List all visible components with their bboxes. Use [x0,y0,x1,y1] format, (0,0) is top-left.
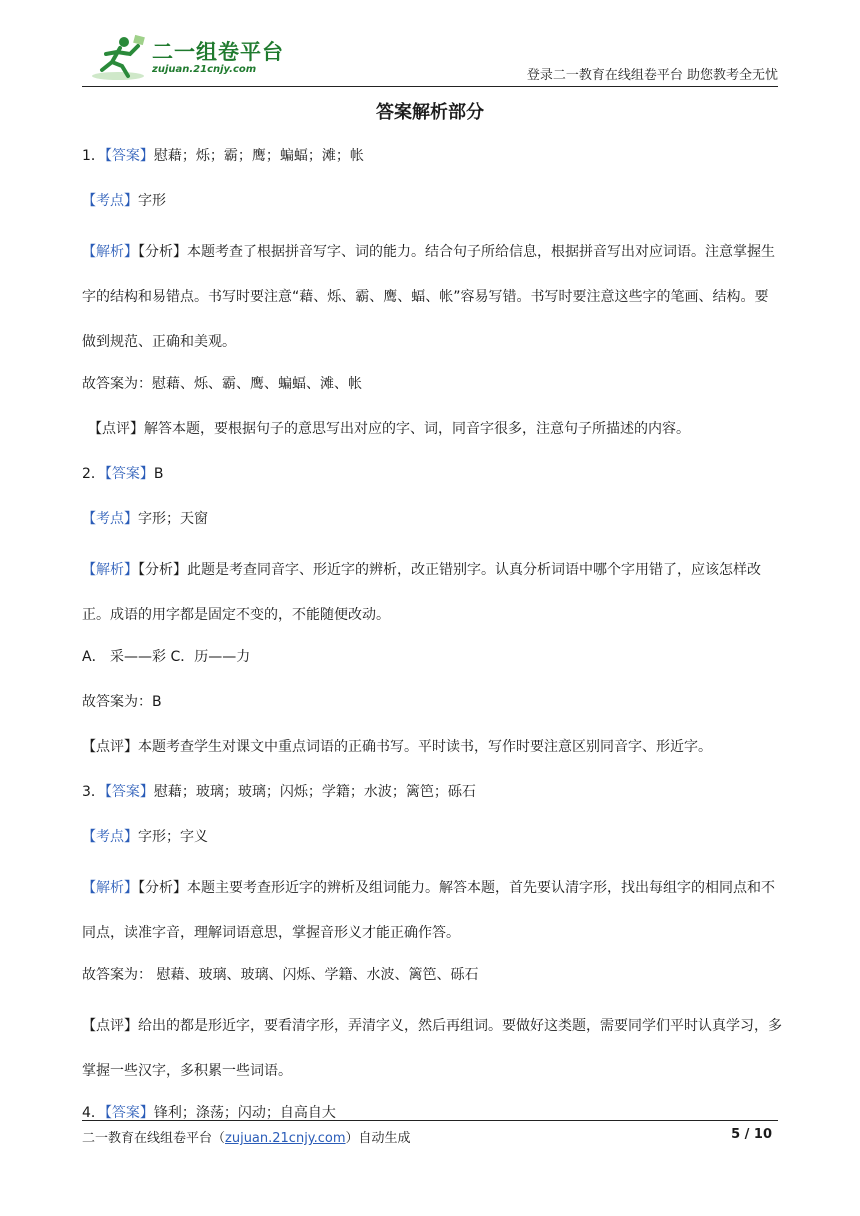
q2-answer [82,458,782,503]
q3-keypoint [82,821,782,866]
q1-answer [82,140,782,185]
q4-number: 4． [82,1105,105,1121]
q3-number: 3． [82,784,105,800]
logo [90,34,310,82]
q3-answer-tag: 【答案】 [104,784,154,800]
page-header [82,28,778,87]
q1-keypoint [82,185,782,230]
q2-answer-text: B [153,466,164,482]
header-slogan: 登录二一教育在线组卷平台 助您教考全无忧 [526,68,778,83]
q1-answer-tag: 【答案】 [104,148,154,164]
footer-suffix: ）自动生成 [345,1131,411,1146]
logo-name: 二一组卷平台 [152,40,284,64]
q4-answer-tag: 【答案】 [104,1105,154,1121]
q2-keypoint-text: 字形；天窗 [138,511,208,527]
q3-final-answer: 故答案为： 慰藉、玻璃、玻璃、闪烁、学籍、水波、篱笆、砾石 [82,967,479,983]
page-number: 5 / 10 [731,1127,772,1142]
q2-final-answer: 故答案为：B [82,694,162,710]
q1-keypoint-tag: 【考点】 [82,193,138,209]
q1-keypoint-text: 字形 [138,193,166,209]
q4-answer-text: 锋利；涤荡；闪动；自高自大 [153,1105,336,1121]
q1-analysis-tag: 【解析】 [82,244,138,260]
q1-final-answer: 故答案为：慰藉、烁、霸、鹰、蝙蝠、滩、帐 [82,376,362,392]
q1-review: 【点评】解答本题，要根据句子的意思写出对应的字、词，同音字很多，注意句子所描述的内容。 [88,421,690,437]
footer-generator [82,1127,411,1146]
q3-analysis [82,866,782,956]
q2-keypoint-tag: 【考点】 [82,511,138,527]
q2-analysis [82,548,782,638]
q1-analysis-text: 【分析】本题考查了根据拼音写字、词的能力。结合句子所给信息，根据拼音写出对应词语。注意掌握生字的结构和易错点。书写时要注意“藉、烁、霸、鹰、蝠、帐”容易写错。书写时要注意这些字的笔画、结构。要做到规范、正确和美观。 [82,244,775,350]
q1-answer-text: 慰藉；烁；霸；鹰；蝙蝠；滩；帐 [153,148,364,164]
page-footer [82,1120,778,1151]
q2-keypoint [82,503,782,548]
q2-analysis-tag: 【解析】 [82,562,138,578]
q2-answer-tag: 【答案】 [104,466,154,482]
q1-analysis [82,230,782,365]
q3-answer-text: 慰藉；玻璃；玻璃；闪烁；学籍；水波；篱笆；砾石 [153,784,476,800]
q2-review: 【点评】本题考查学生对课文中重点词语的正确书写。平时读书，写作时要注意区别同音字、形近字。 [82,739,712,755]
runner-logo-icon [90,34,148,82]
logo-url: zujuan.21cnjy.com [152,64,257,75]
q3-review: 【点评】给出的都是形近字，要看清字形，弄清字义，然后再组词。要做好这类题，需要同学们平时认真学习，多掌握一些汉字，多积累一些词语。 [82,1018,782,1079]
q2-options: A． 采——彩 C．历——力 [82,649,251,665]
q2-analysis-text: 【分析】此题是考查同音字、形近字的辨析，改正错别字。认真分析词语中哪个字用错了，应该怎样改正。成语的用字都是固定不变的，不能随便改动。 [82,562,761,623]
q3-analysis-text: 【分析】本题主要考查形近字的辨析及组词能力。解答本题，首先要认清字形，找出每组字的相同点和不同点，读准字音，理解词语意思，掌握音形义才能正确作答。 [82,880,775,941]
q3-analysis-tag: 【解析】 [82,880,138,896]
footer-link[interactable]: zujuan.21cnjy.com [225,1131,346,1146]
page-title: 答案解析部分 [376,102,484,123]
q3-keypoint-tag: 【考点】 [82,829,138,845]
answer-content [82,140,782,1142]
q3-answer [82,776,782,821]
q1-number: 1． [82,148,105,164]
footer-prefix: 二一教育在线组卷平台（ [82,1131,226,1146]
q3-keypoint-text: 字形；字义 [138,829,208,845]
q2-number: 2． [82,466,105,482]
